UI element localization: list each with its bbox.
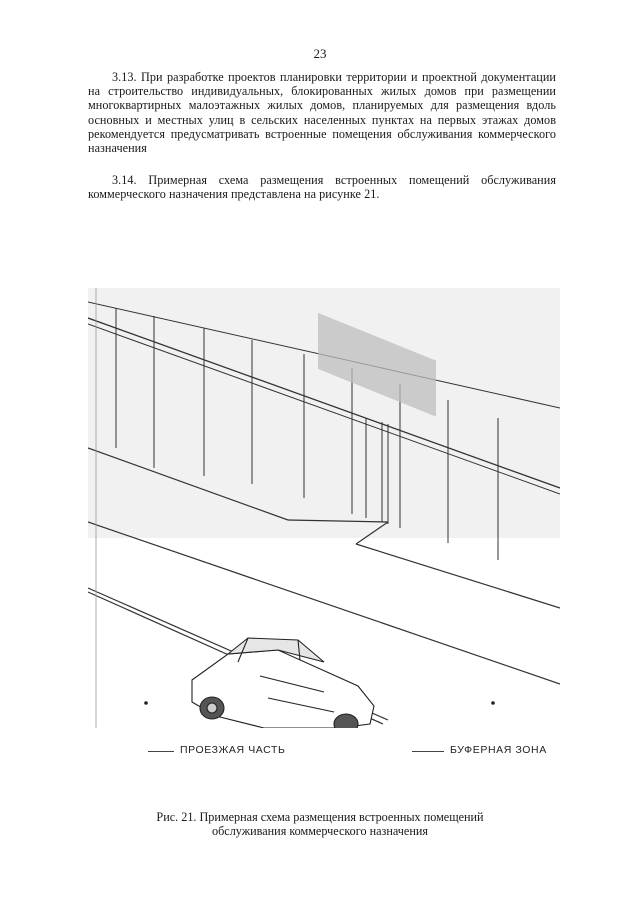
- legend-buffer-label: БУФЕРНАЯ ЗОНА: [450, 744, 547, 756]
- legend-roadway-label: ПРОЕЗЖАЯ ЧАСТЬ: [180, 744, 286, 756]
- page-number: 23: [313, 46, 327, 61]
- legend-buffer-line: [412, 751, 444, 752]
- caption-line-1: Рис. 21. Примерная схема размещения встроенных помещений: [156, 810, 484, 824]
- street-illustration: [88, 288, 560, 728]
- paragraph-3-13: 3.13. При разработке проектов планировки территории и проектной документации на строительство индивидуальных, блокированных жилых домов при размещении многоквартирных малоэтажных жилых домов, планируемых для размещения вдоль основных и местных улиц в сельских населенных пунктах на первых этажах домов рекомендуется предусматривать встроенные помещения обслуживания коммерческого назначения: [88, 70, 556, 156]
- paragraph-3-14: 3.14. Примерная схема размещения встроенных помещений обслуживания коммерческого назначения представлена на рисунке 21.: [88, 173, 556, 202]
- building-facade: [88, 288, 560, 560]
- figure-caption: [0, 810, 640, 838]
- caption-line-2: обслуживания коммерческого назначения: [211, 824, 428, 838]
- legend-roadway-line: [148, 751, 174, 752]
- car-illustration: [192, 638, 374, 728]
